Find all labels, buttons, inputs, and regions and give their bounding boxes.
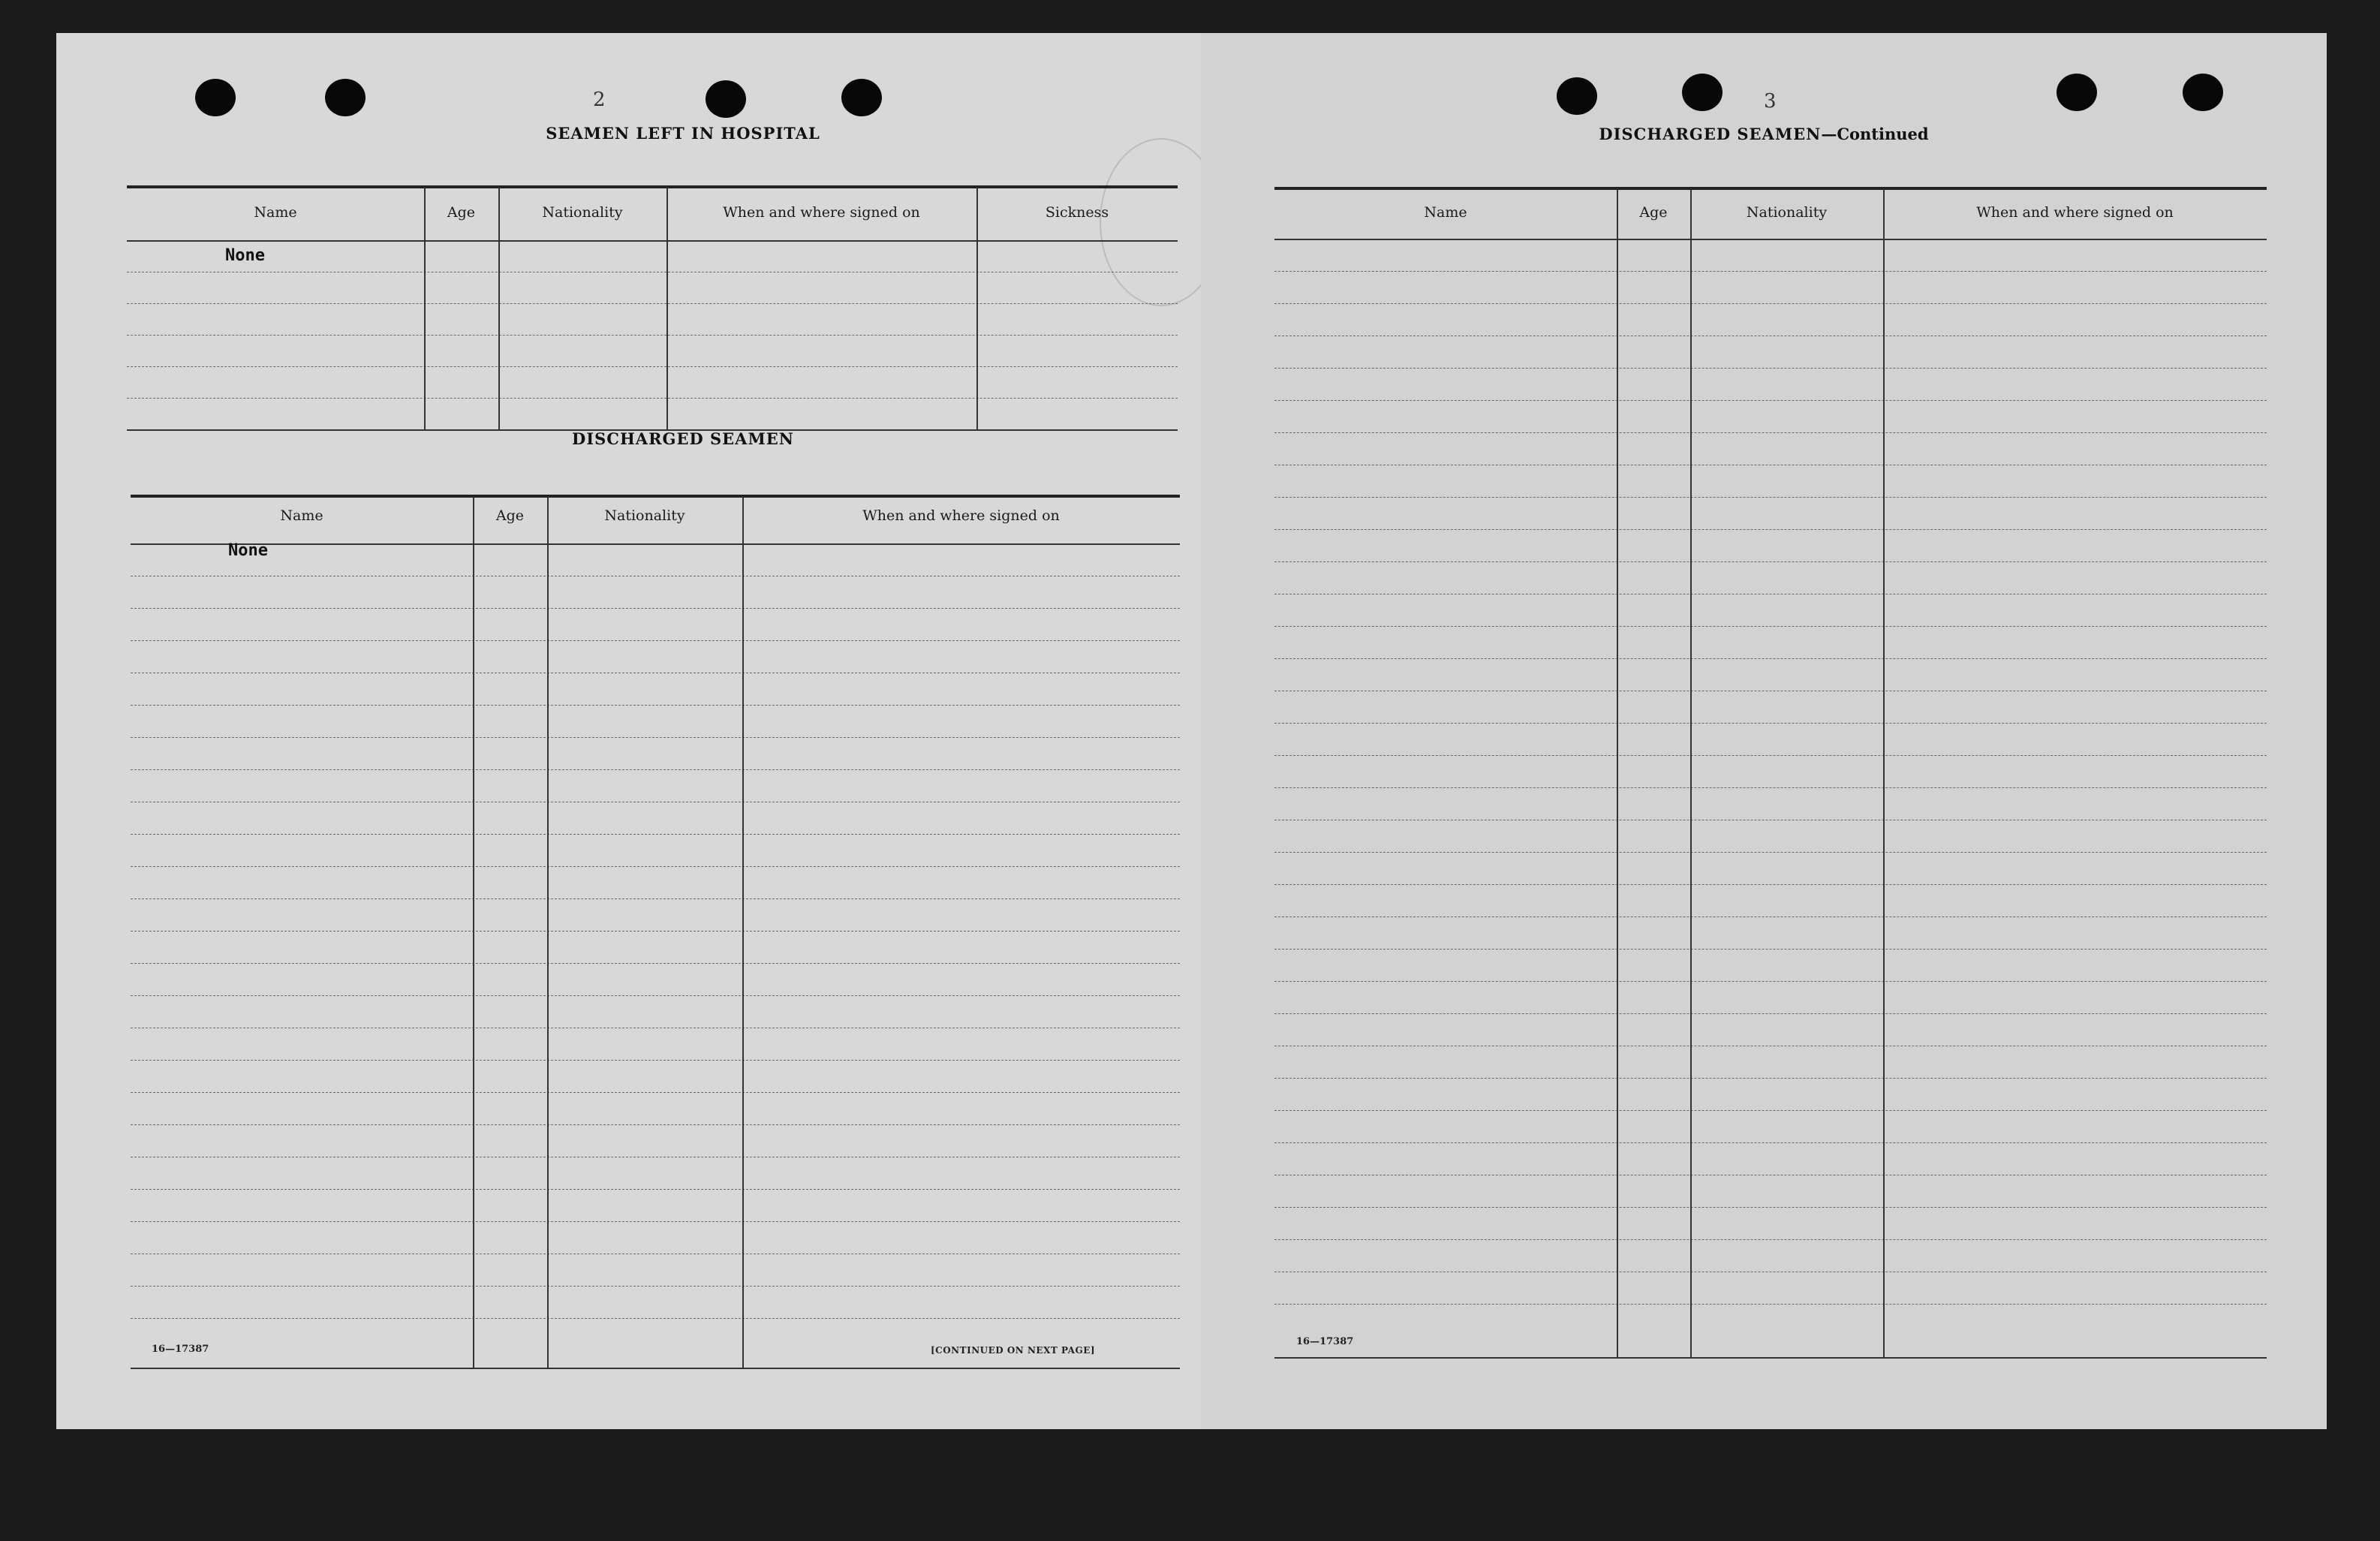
column-header-nationality: Nationality — [542, 204, 623, 221]
table-rule — [131, 1189, 1180, 1190]
table-rule — [131, 640, 1180, 641]
column-divider — [666, 187, 668, 429]
column-header-signed-on: When and where signed on — [1976, 204, 2174, 221]
table-rule — [1274, 1239, 2267, 1240]
table-rule — [131, 1092, 1180, 1093]
table-rule — [127, 240, 1178, 242]
column-divider — [1690, 189, 1692, 1357]
table-rule — [1274, 497, 2267, 498]
table-rule — [1274, 1304, 2267, 1305]
discharged-continued-title-suffix: —Continued — [1821, 125, 1929, 143]
table-rule — [1274, 755, 2267, 756]
left-page — [56, 33, 1202, 1429]
hospital-table — [127, 153, 1178, 438]
table-rule — [1274, 626, 2267, 627]
table-rule — [1274, 561, 2267, 562]
table-rule — [1274, 723, 2267, 724]
punch-hole — [706, 80, 746, 118]
table-rule — [1274, 1110, 2267, 1111]
column-header-name: Name — [254, 204, 297, 221]
table-rule — [1274, 187, 2267, 190]
table-rule — [1274, 368, 2267, 369]
table-rule — [131, 1221, 1180, 1222]
column-divider — [1617, 189, 1618, 1357]
table-rule — [131, 1368, 1180, 1369]
table-rule — [131, 834, 1180, 835]
table-rule — [131, 495, 1180, 498]
table-rule — [1274, 852, 2267, 853]
table-rule — [1274, 1142, 2267, 1143]
form-number: 16—17387 — [152, 1344, 209, 1355]
table-rule — [131, 866, 1180, 867]
table-rule — [1274, 787, 2267, 788]
table-rule — [1274, 303, 2267, 304]
page-number: 2 — [593, 89, 606, 111]
table-rule — [131, 737, 1180, 738]
column-header-signed-on: When and where signed on — [862, 507, 1060, 524]
hospital-section-title: SEAMEN LEFT IN HOSPITAL — [546, 124, 820, 143]
table-rule — [1274, 432, 2267, 433]
table-rule — [131, 995, 1180, 996]
table-rule — [1274, 916, 2267, 917]
table-rule — [1274, 658, 2267, 659]
column-header-signed-on: When and where signed on — [723, 204, 920, 221]
column-header-name: Name — [1424, 204, 1467, 221]
column-header-age: Age — [1639, 204, 1668, 221]
table-rule — [131, 1286, 1180, 1287]
discharged-continued-title — [1201, 125, 2327, 143]
table-rule — [127, 303, 1178, 304]
column-header-age: Age — [447, 204, 476, 221]
discharged-continued-table — [1274, 153, 2267, 1369]
table-rule — [131, 1060, 1180, 1061]
table-rule — [1274, 981, 2267, 982]
punch-hole — [841, 79, 882, 116]
table-rule — [131, 931, 1180, 932]
table-rule — [127, 398, 1178, 399]
table-rule — [1274, 949, 2267, 950]
table-rule — [131, 543, 1180, 545]
column-divider — [742, 497, 744, 1368]
punch-hole — [195, 79, 236, 116]
table-rule — [131, 963, 1180, 964]
column-divider — [473, 497, 474, 1368]
column-header-age: Age — [495, 507, 525, 524]
table-rule — [127, 335, 1178, 336]
punch-hole — [2183, 74, 2223, 111]
column-header-sickness: Sickness — [1045, 204, 1109, 221]
table-rule — [1274, 1013, 2267, 1014]
column-header-nationality: Nationality — [1746, 204, 1828, 221]
punch-hole — [2057, 74, 2097, 111]
table-rule — [127, 185, 1178, 188]
hospital-entry-name: None — [225, 246, 265, 265]
page-number: 3 — [1764, 90, 1777, 113]
table-rule — [1274, 239, 2267, 240]
table-rule — [1274, 884, 2267, 885]
table-rule — [1274, 1357, 2267, 1359]
table-rule — [131, 705, 1180, 706]
discharged-table — [131, 453, 1180, 1377]
punch-hole — [1557, 77, 1597, 115]
column-header-name: Name — [280, 507, 323, 524]
discharged-continued-title-main: DISCHARGED SEAMEN — [1599, 125, 1822, 143]
right-page — [1201, 33, 2327, 1429]
table-rule — [1274, 1207, 2267, 1208]
punch-hole — [325, 79, 366, 116]
column-header-nationality: Nationality — [604, 507, 685, 524]
table-rule — [131, 898, 1180, 899]
table-rule — [1274, 529, 2267, 530]
table-rule — [131, 1318, 1180, 1319]
form-number: 16—17387 — [1296, 1336, 1354, 1347]
table-rule — [131, 608, 1180, 609]
column-divider — [424, 187, 426, 429]
table-rule — [1274, 1078, 2267, 1079]
discharged-entry-name: None — [228, 541, 268, 560]
discharged-section-title: DISCHARGED SEAMEN — [572, 429, 794, 448]
table-rule — [131, 1124, 1180, 1125]
continued-note: [CONTINUED ON NEXT PAGE] — [931, 1345, 1096, 1356]
column-divider — [498, 187, 500, 429]
table-rule — [1274, 400, 2267, 401]
table-rule — [127, 366, 1178, 367]
column-divider — [1883, 189, 1885, 1357]
column-divider — [547, 497, 549, 1368]
table-rule — [1274, 271, 2267, 272]
table-rule — [131, 769, 1180, 770]
punch-hole — [1682, 74, 1723, 111]
column-divider — [976, 187, 978, 429]
